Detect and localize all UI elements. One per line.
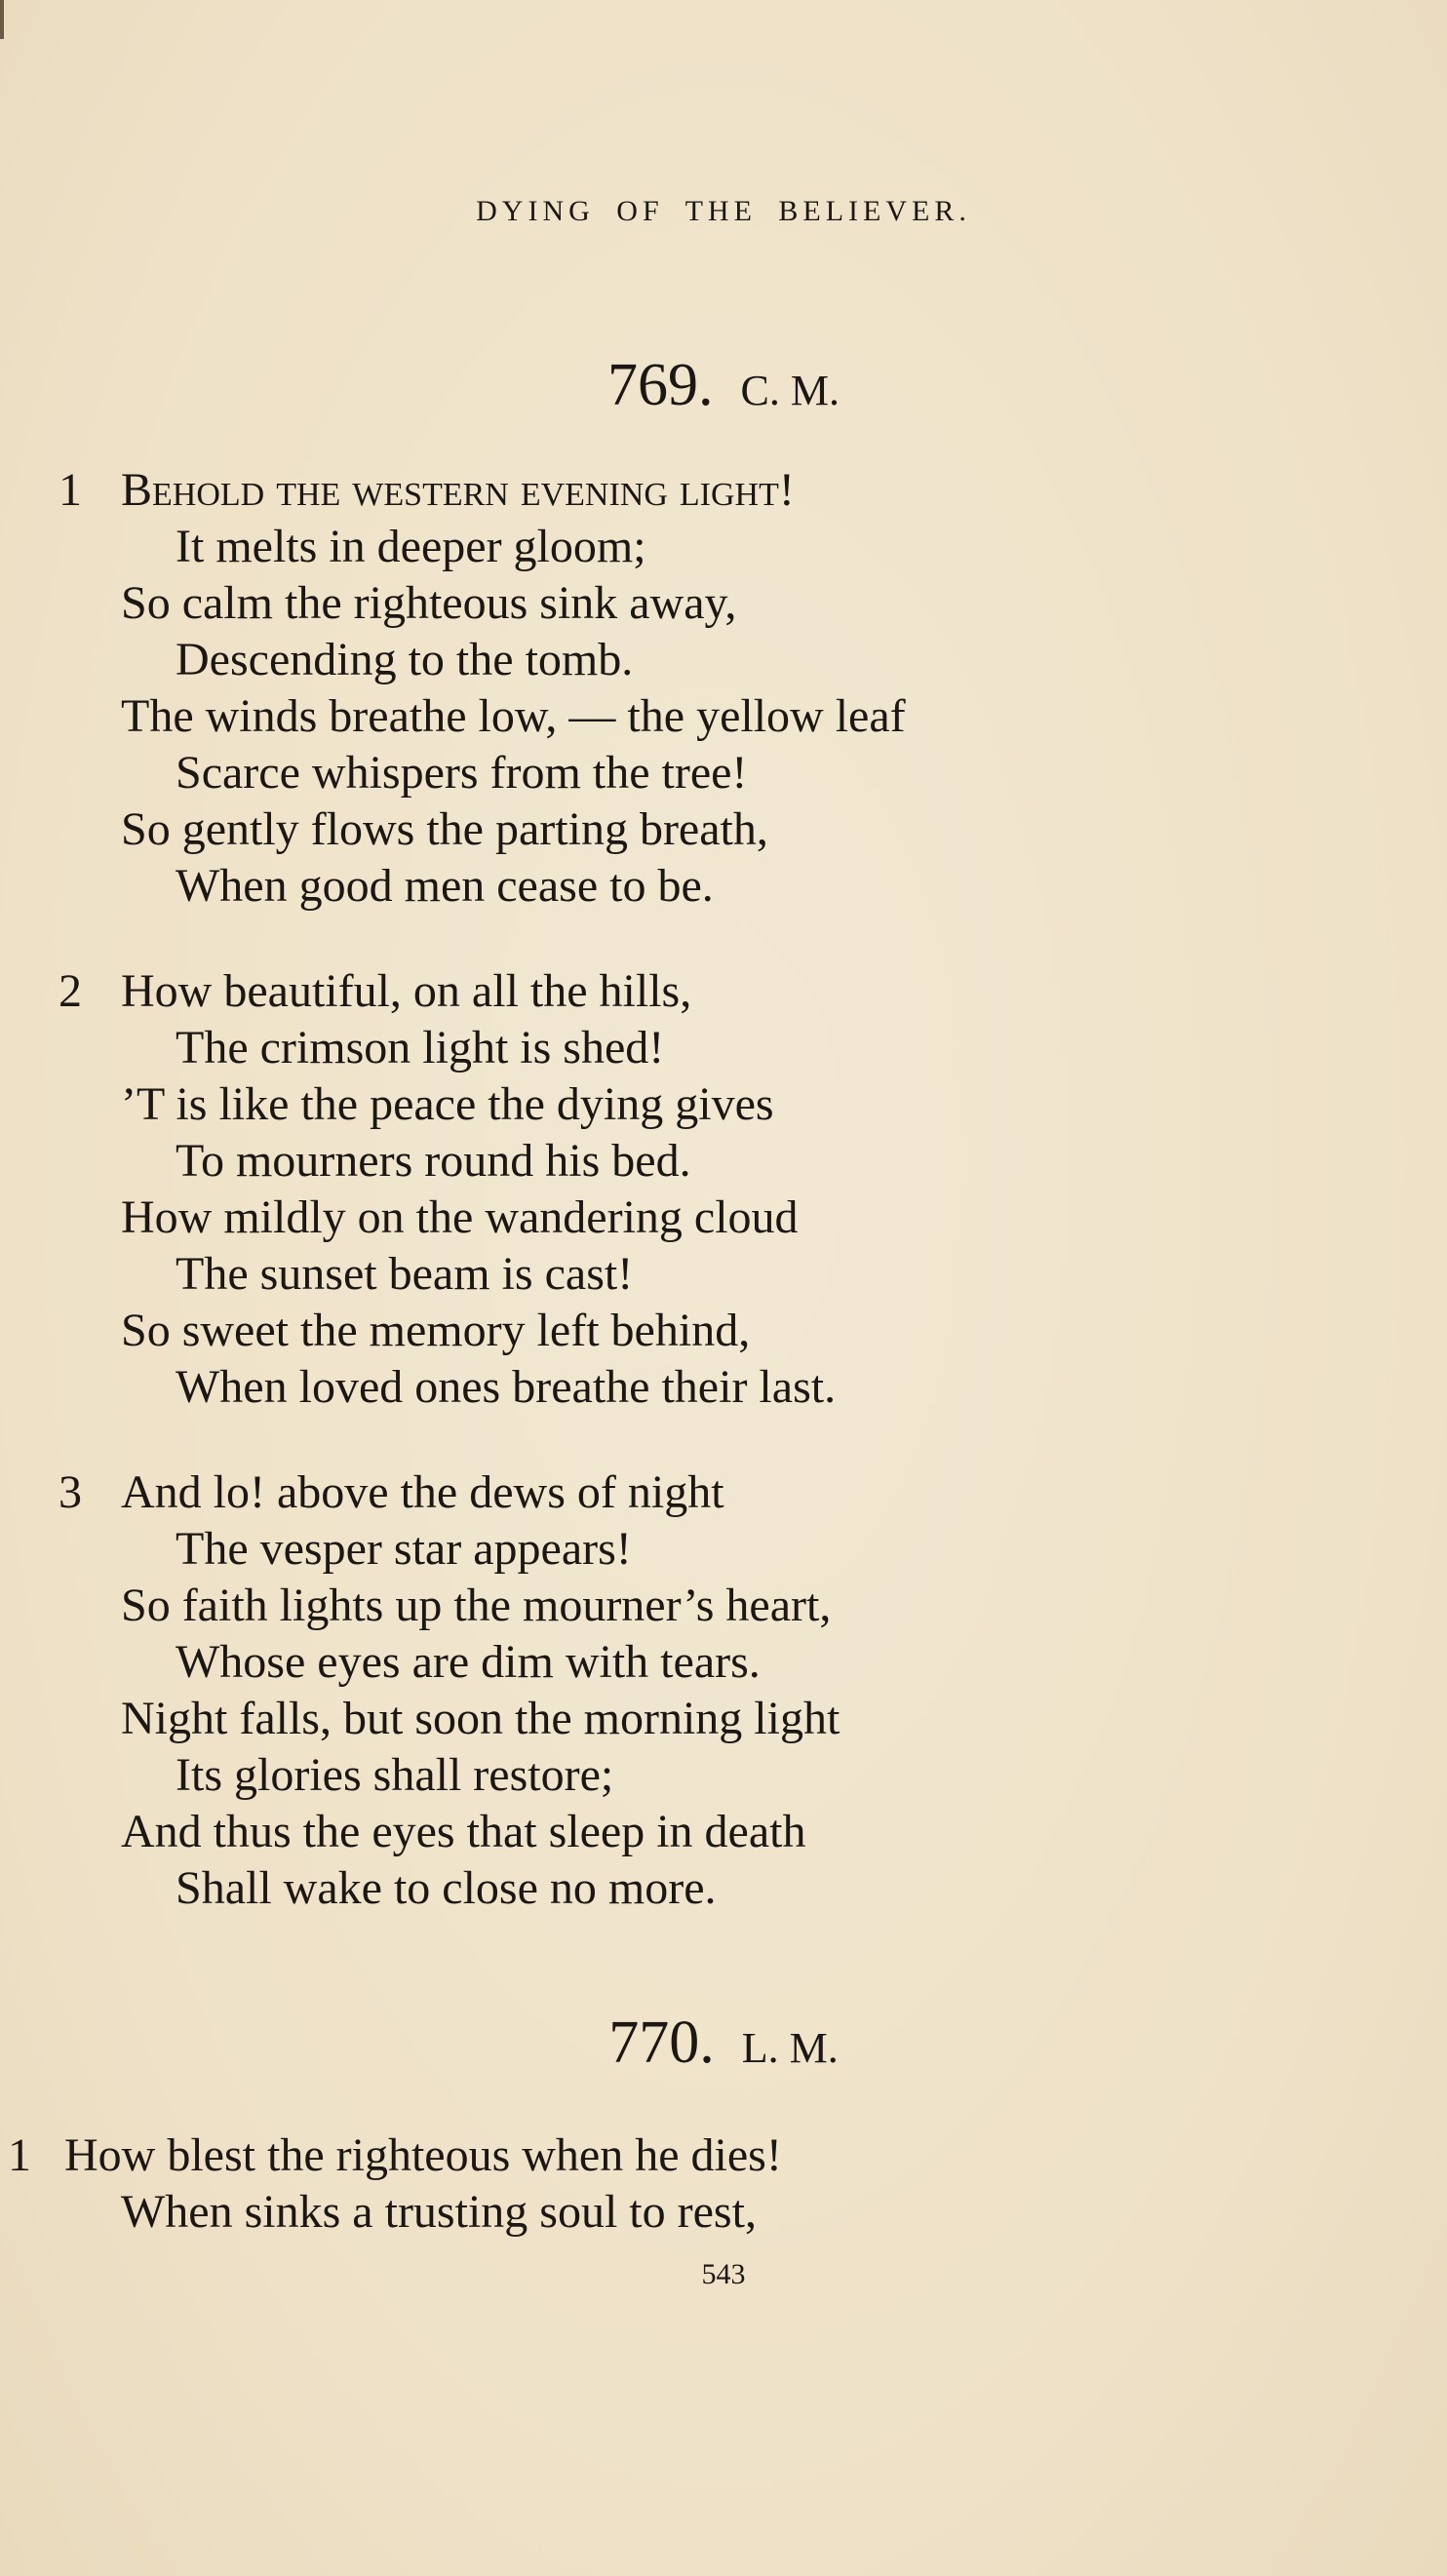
verse-line: So gently flows the parting breath, xyxy=(121,803,768,855)
verse-line: It melts in deeper gloom; xyxy=(176,521,646,572)
verse-line: Night falls, but soon the morning light xyxy=(121,1693,841,1744)
verse-line: Descending to the tomb. xyxy=(176,634,634,685)
verse-line: And lo! above the dews of night xyxy=(121,1466,724,1518)
page-number: 543 xyxy=(701,2258,746,2290)
stanza-number: 1 xyxy=(8,2129,31,2181)
stanza-number: 3 xyxy=(59,1466,82,1518)
running-head: DYING OF THE BELIEVER. xyxy=(476,195,971,227)
hymn-770-header xyxy=(0,2009,1447,2078)
verse-line: So calm the righteous sink away, xyxy=(121,577,737,629)
hymn-meter: C. M. xyxy=(740,367,840,414)
verse-line: Its glories shall restore; xyxy=(176,1749,614,1801)
verse-line: Shall wake to close no more. xyxy=(176,1862,717,1914)
verse-line: When sinks a trusting soul to rest, xyxy=(121,2186,757,2238)
verse-line: The winds breathe low, — the yellow leaf xyxy=(121,690,906,742)
verse-line: How blest the righteous when he dies! xyxy=(64,2129,782,2181)
verse-line: So sweet the memory left behind, xyxy=(121,1305,751,1356)
verse-line: How mildly on the wandering cloud xyxy=(121,1191,799,1243)
verse-line: To mourners round his bed. xyxy=(176,1135,691,1187)
page-edge-mark xyxy=(0,0,4,39)
verse-line: So faith lights up the mourner’s heart, xyxy=(121,1580,832,1631)
verse-line: ’T is like the peace the dying gives xyxy=(121,1078,774,1130)
verse-line: And thus the eyes that sleep in death xyxy=(121,1806,806,1857)
stanza-number: 2 xyxy=(59,965,82,1017)
hymn-number: 770. xyxy=(608,2010,715,2076)
verse-line: The sunset beam is cast! xyxy=(176,1248,634,1300)
verse-line: Whose eyes are dim with tears. xyxy=(176,1636,761,1688)
verse-line: The crimson light is shed! xyxy=(176,1022,665,1073)
verse-line: When loved ones breathe their last. xyxy=(176,1361,837,1413)
verse-line: How beautiful, on all the hills, xyxy=(121,965,692,1017)
verse-line: When good men cease to be. xyxy=(176,860,714,912)
verse-line-first xyxy=(121,462,795,519)
verse-line: The vesper star appears! xyxy=(176,1523,632,1575)
verse-line: Scarce whispers from the tree! xyxy=(176,747,748,799)
stanza-number: 1 xyxy=(59,464,82,516)
hymn-number: 769. xyxy=(607,352,714,418)
hymn-769-header xyxy=(0,351,1447,420)
verse-line-text: Behold the western evening light! xyxy=(121,464,795,516)
hymn-meter: L. M. xyxy=(741,2024,839,2072)
